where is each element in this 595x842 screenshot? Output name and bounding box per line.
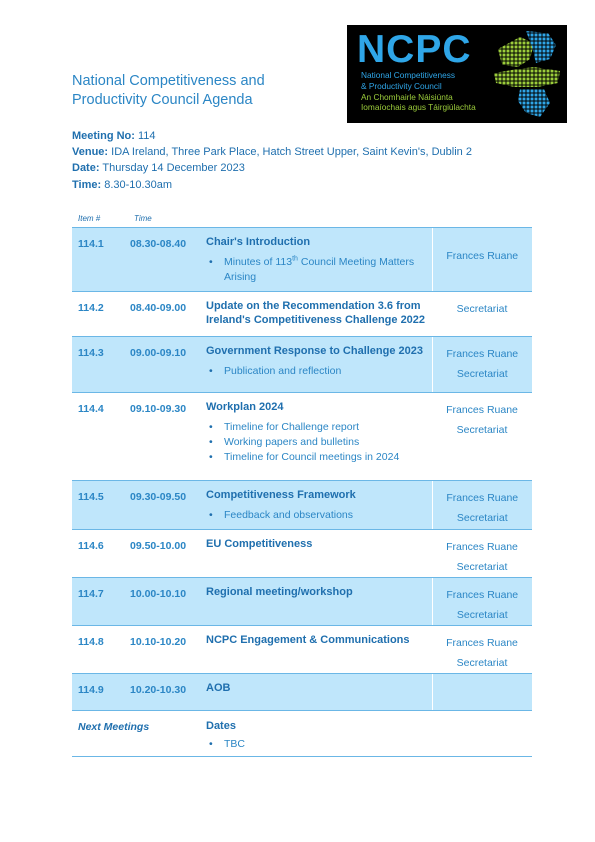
venue-label: Venue:: [72, 146, 109, 159]
agenda-bullet: [224, 255, 432, 285]
agenda-row: [72, 228, 532, 292]
agenda-item-number: 114.2: [72, 292, 128, 337]
agenda-item-number: 114.1: [72, 228, 128, 292]
agenda-item-title: Regional meeting/workshop: [206, 586, 353, 598]
agenda-item-topic: [206, 578, 432, 626]
presenter-name: Frances Ruane: [446, 637, 518, 649]
agenda-bullet: • Working papers and bulletins: [224, 435, 432, 450]
agenda-bullet: • Timeline for Council meetings in 2024: [224, 450, 432, 465]
presenter-name: Secretariat: [456, 657, 508, 669]
agenda-bullet: • Publication and reflection: [224, 364, 432, 379]
agenda-item-title: Competitiveness Framework: [206, 489, 356, 501]
agenda-item-bullets: [206, 364, 432, 379]
agenda-row: [72, 578, 532, 626]
ireland-map-mark-icon: [490, 29, 564, 119]
agenda-item-time: 08.40-09.00: [128, 292, 206, 337]
agenda-item-bullets: [206, 255, 432, 285]
agenda-item-presenter: [432, 292, 532, 337]
agenda-item-number: 114.4: [72, 393, 128, 481]
header-item: Item #: [72, 210, 128, 228]
agenda-item-number: 114.6: [72, 530, 128, 578]
agenda-item-presenter: [432, 578, 532, 626]
agenda-item-bullets: [206, 508, 432, 523]
presenter-name: Secretariat: [456, 424, 508, 436]
agenda-item-topic: [206, 674, 432, 711]
agenda-item-presenter: [432, 228, 532, 292]
agenda-item-time: 08.30-08.40: [128, 228, 206, 292]
agenda-item-presenter: [432, 481, 532, 530]
agenda-item-time: 10.20-10.30: [128, 674, 206, 711]
agenda-item-time: 09.10-09.30: [128, 393, 206, 481]
agenda-row: [72, 292, 532, 337]
logo-acronym: NCPC: [357, 28, 472, 71]
agenda-row: [72, 674, 532, 711]
next-meetings-bullets: [206, 737, 432, 752]
agenda-item-title: AOB: [206, 682, 231, 694]
header-who: [432, 210, 532, 228]
date-label: Date:: [72, 162, 100, 175]
agenda-item-presenter: [432, 674, 532, 711]
agenda-item-number: 114.9: [72, 674, 128, 711]
presenter-name: Secretariat: [456, 609, 508, 621]
presenter-name: Secretariat: [456, 303, 508, 315]
agenda-item-title: Workplan 2024: [206, 401, 284, 413]
agenda-item-topic: [206, 292, 432, 337]
date-value: Thursday 14 December 2023: [99, 162, 245, 175]
presenter-name: Frances Ruane: [446, 492, 519, 504]
agenda-item-title: Chair's Introduction: [206, 236, 311, 248]
next-meetings-topic: [206, 711, 432, 757]
agenda-item-topic: [206, 393, 432, 481]
presenter-name: Frances Ruane: [446, 589, 519, 601]
agenda-item-presenter: [432, 530, 532, 578]
meeting-venue: [72, 144, 472, 160]
agenda-item-topic: [206, 337, 432, 393]
bullet-superscript: th: [292, 255, 298, 263]
agenda-item-number: 114.7: [72, 578, 128, 626]
agenda-item-number: 114.3: [72, 337, 128, 393]
meeting-date: [72, 160, 472, 176]
agenda-header-row: [72, 210, 532, 228]
agenda-row: [72, 530, 532, 578]
bullet-text: Council Meeting Matters Arising: [224, 256, 415, 283]
agenda-item-number: 114.5: [72, 481, 128, 530]
title-line-2: Productivity Council Agenda: [72, 92, 253, 108]
agenda-item-presenter: [432, 393, 532, 481]
agenda-item-time: 10.10-10.20: [128, 626, 206, 674]
meeting-time: [72, 177, 472, 193]
logo-line-2: & Productivity Council: [361, 80, 442, 91]
presenter-name: Frances Ruane: [446, 541, 518, 553]
bullet-text: Minutes of 113: [224, 256, 293, 268]
presenter-name: Frances Ruane: [446, 404, 518, 416]
next-meetings-title: Dates: [206, 720, 236, 732]
next-meetings-bullet: • TBC: [224, 737, 432, 752]
presenter-name: Secretariat: [456, 561, 508, 573]
logo-text: [361, 70, 476, 113]
agenda-item-time: 09.30-09.50: [128, 481, 206, 530]
next-meetings-label: Next Meetings: [72, 711, 206, 757]
logo-line-3: An Chomhairle Náisiúnta: [361, 91, 453, 102]
agenda-bullet: • Feedback and observations: [224, 508, 432, 523]
agenda-item-title: NCPC Engagement & Communications: [206, 634, 410, 646]
meeting-details: [72, 128, 472, 193]
next-meetings-empty: [432, 711, 532, 757]
agenda-item-presenter: [432, 626, 532, 674]
agenda-item-topic: [206, 626, 432, 674]
next-meetings-row: [72, 711, 532, 757]
agenda-item-presenter: [432, 337, 532, 393]
meeting-number-value: 114: [134, 130, 156, 142]
header-time: Time: [128, 210, 206, 228]
agenda-row: [72, 337, 532, 393]
agenda-row: [72, 393, 532, 481]
agenda-body: [72, 228, 532, 757]
presenter-name: Secretariat: [456, 512, 508, 524]
agenda-row: [72, 626, 532, 674]
logo-line-4: Iomaíochais agus Táirgiúlachta: [361, 102, 476, 113]
agenda-item-time: 09.00-09.10: [128, 337, 206, 393]
agenda-item-title: Government Response to Challenge 2023: [206, 345, 424, 357]
title-line-1: National Competitiveness and: [72, 73, 265, 89]
venue-value: IDA Ireland, Three Park Place, Hatch Street Upper, Saint Kevin's, Dublin 2: [108, 146, 472, 159]
agenda-item-bullets: [206, 420, 432, 465]
agenda-item-title: Update on the Recommendation 3.6 from Ireland's Competitiveness Challenge 2022: [206, 300, 426, 326]
agenda-item-time: 10.00-10.10: [128, 578, 206, 626]
agenda-item-topic: [206, 530, 432, 578]
agenda-bullet: • Timeline for Challenge report: [224, 420, 432, 435]
agenda-item-topic: [206, 481, 432, 530]
ncpc-logo: [347, 25, 567, 123]
header-topic: [206, 210, 432, 228]
presenter-name: Frances Ruane: [446, 250, 519, 262]
page-title: [72, 72, 265, 110]
meeting-number-label: Meeting No:: [72, 130, 135, 142]
agenda-row: [72, 481, 532, 530]
presenter-name: Secretariat: [456, 368, 508, 380]
agenda-table: [72, 210, 532, 757]
agenda-item-topic: [206, 228, 432, 292]
presenter-name: Frances Ruane: [446, 348, 519, 360]
agenda-item-time: 09.50-10.00: [128, 530, 206, 578]
time-label: Time:: [72, 178, 102, 191]
logo-line-1: National Competitiveness: [361, 70, 456, 80]
agenda-item-title: EU Competitiveness: [206, 538, 313, 550]
meeting-number: [72, 128, 472, 144]
agenda-item-number: 114.8: [72, 626, 128, 674]
time-value: 8.30-10.30am: [101, 178, 173, 191]
